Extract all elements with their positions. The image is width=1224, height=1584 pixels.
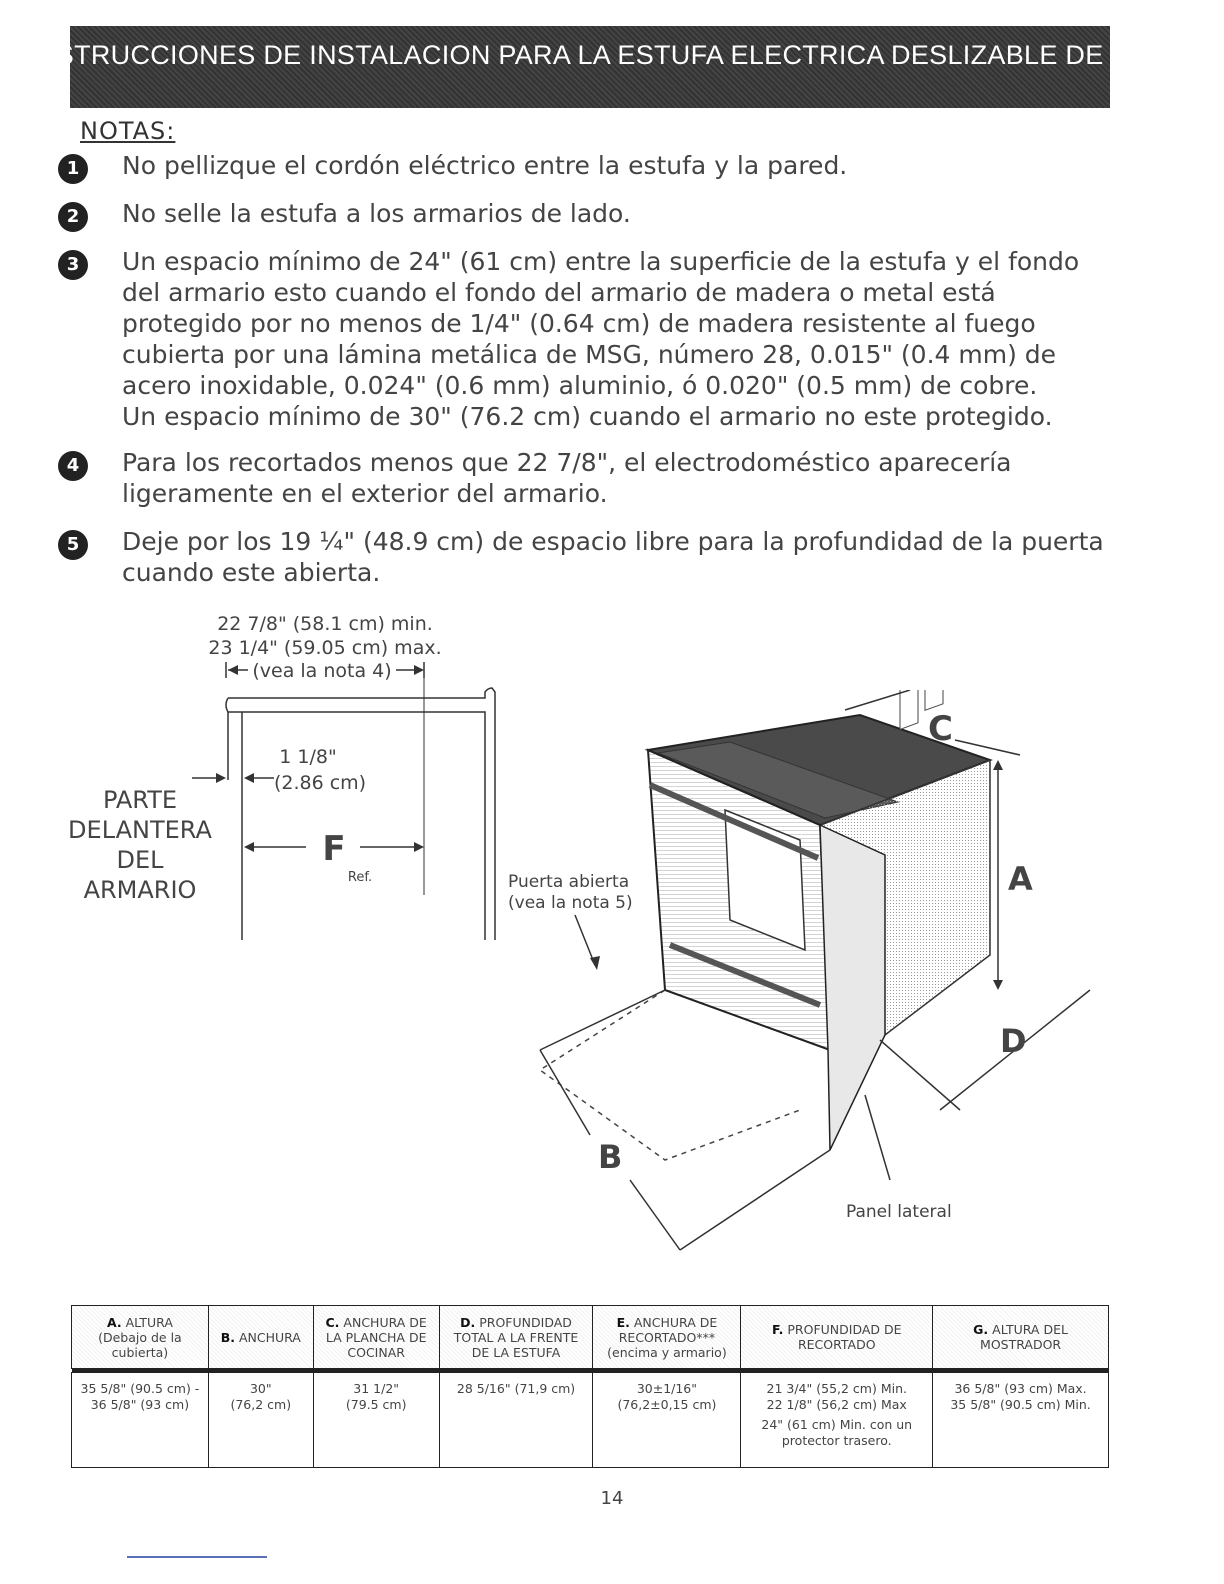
note-number-badge: 3 bbox=[58, 250, 88, 280]
header-cell-f: F. PROFUNDIDAD DE RECORTADO bbox=[741, 1306, 933, 1369]
value-cell-c: 31 1/2" (79.5 cm) bbox=[313, 1373, 439, 1468]
footer-rule bbox=[127, 1556, 267, 1558]
page-number: 14 bbox=[600, 1488, 624, 1509]
note-text: No pellizque el cordón eléctrico entre la estufa y la pared. bbox=[122, 151, 848, 180]
header-cell-d: D. PROFUNDIDAD TOTAL A LA FRENTE DE LA ESTUFA bbox=[439, 1306, 593, 1369]
page-title: INSTRUCCIONES DE INSTALACION PARA LA ESTUFA ELECTRICA DESLIZABLE DE 30" bbox=[28, 40, 1152, 70]
side-panel bbox=[820, 825, 885, 1150]
note-text: Un espacio mínimo de 24" (61 cm) entre la superficie de la estufa y el fondo del armario esto cuando el fondo del armario de madera o metal está protegido por no menos de 1/4" (0.64 cm) de madera resistente al fuego cubierta por una lámina metálica de MSG, número 28, 0.015" (0.4 mm) de acero inoxidable, 0.024" (0.6 mm) aluminio, ó 0.020" (0.5 mm) de cobre. bbox=[122, 247, 1080, 400]
title-banner bbox=[28, 26, 1152, 108]
header-cell-b: B. ANCHURA bbox=[208, 1306, 313, 1369]
note-2 bbox=[58, 198, 1118, 229]
side-panel-label: Panel lateral bbox=[846, 1202, 952, 1222]
cabinet-diagram bbox=[60, 600, 510, 950]
front-label-line-4: ARMARIO bbox=[83, 876, 197, 904]
see-note-4-label: (vea la nota 4) bbox=[252, 660, 392, 682]
header-cell-a: A. ALTURA (Debajo de la cubierta) bbox=[72, 1306, 209, 1369]
header-cell-c: C. ANCHURA DE LA PLANCHA DE COCINAR bbox=[313, 1306, 439, 1369]
note-number-badge: 2 bbox=[58, 202, 88, 232]
width-min-label: 22 7/8" (58.1 cm) min. bbox=[217, 613, 433, 635]
note-number-badge: 4 bbox=[58, 451, 88, 481]
countertop-outline bbox=[228, 688, 495, 940]
specification-table bbox=[71, 1305, 1109, 1468]
value-cell-f: 21 3/4" (55,2 cm) Min. 22 1/8" (56,2 cm) Max 24" (61 cm) Min. con un protector trasero. bbox=[741, 1373, 933, 1468]
note-text: Para los recortados menos que 22 7/8", el electrodoméstico aparecería ligeramente en el exterior del armario. bbox=[122, 448, 1012, 508]
dimension-c-letter: C bbox=[928, 709, 953, 749]
dimension-a-letter: A bbox=[1008, 860, 1033, 898]
width-max-label: 23 1/4" (59.05 cm) max. bbox=[208, 637, 442, 659]
value-cell-g: 36 5/8" (93 cm) Max. 35 5/8" (90.5 cm) Min. bbox=[933, 1373, 1109, 1468]
note-number-badge: 1 bbox=[58, 154, 88, 184]
note-number-badge: 5 bbox=[58, 530, 88, 560]
dimension-f-letter: F bbox=[322, 829, 346, 869]
notes-heading: NOTAS: bbox=[80, 117, 176, 145]
dimension-b-letter: B bbox=[598, 1138, 623, 1176]
note-4 bbox=[58, 447, 1118, 509]
note-1 bbox=[58, 150, 1118, 181]
dimension-d-letter: D bbox=[1000, 1022, 1027, 1060]
value-cell-d: 28 5/16" (71,9 cm) bbox=[439, 1373, 593, 1468]
note-5 bbox=[58, 526, 1118, 588]
table-row bbox=[72, 1373, 1109, 1468]
note-text: Un espacio mínimo de 30" (76.2 cm) cuando el armario no este protegido. bbox=[122, 402, 1053, 431]
front-label-line-1: PARTE bbox=[102, 786, 178, 814]
door-label-line-2: (vea la nota 5) bbox=[508, 893, 633, 913]
header-cell-e: E. ANCHURA DE RECORTADO*** (encima y armario) bbox=[593, 1306, 741, 1369]
front-label-line-3: DEL bbox=[116, 846, 164, 874]
offset-inches-label: 1 1/8" bbox=[279, 746, 337, 768]
front-label-line-2: DELANTERA bbox=[68, 816, 212, 844]
note-text: Deje por los 19 ¼" (48.9 cm) de espacio libre para la profundidad de la puerta cuando este abierta. bbox=[122, 527, 1104, 587]
header-cell-g: G. ALTURA DEL MOSTRADOR bbox=[933, 1306, 1109, 1369]
note-text: No selle la estufa a los armarios de lado. bbox=[122, 199, 631, 228]
value-cell-a: 35 5/8" (90.5 cm) - 36 5/8" (93 cm) bbox=[72, 1373, 209, 1468]
value-cell-b: 30" (76,2 cm) bbox=[208, 1373, 313, 1468]
door-label-line-1: Puerta abierta bbox=[508, 872, 630, 892]
range-diagram bbox=[500, 690, 1100, 1270]
table-header-row bbox=[72, 1306, 1109, 1369]
dimension-f-ref: Ref. bbox=[347, 870, 373, 885]
value-cell-e: 30±1/16" (76,2±0,15 cm) bbox=[593, 1373, 741, 1468]
note-3 bbox=[58, 246, 1118, 432]
offset-cm-label: (2.86 cm) bbox=[273, 772, 367, 794]
